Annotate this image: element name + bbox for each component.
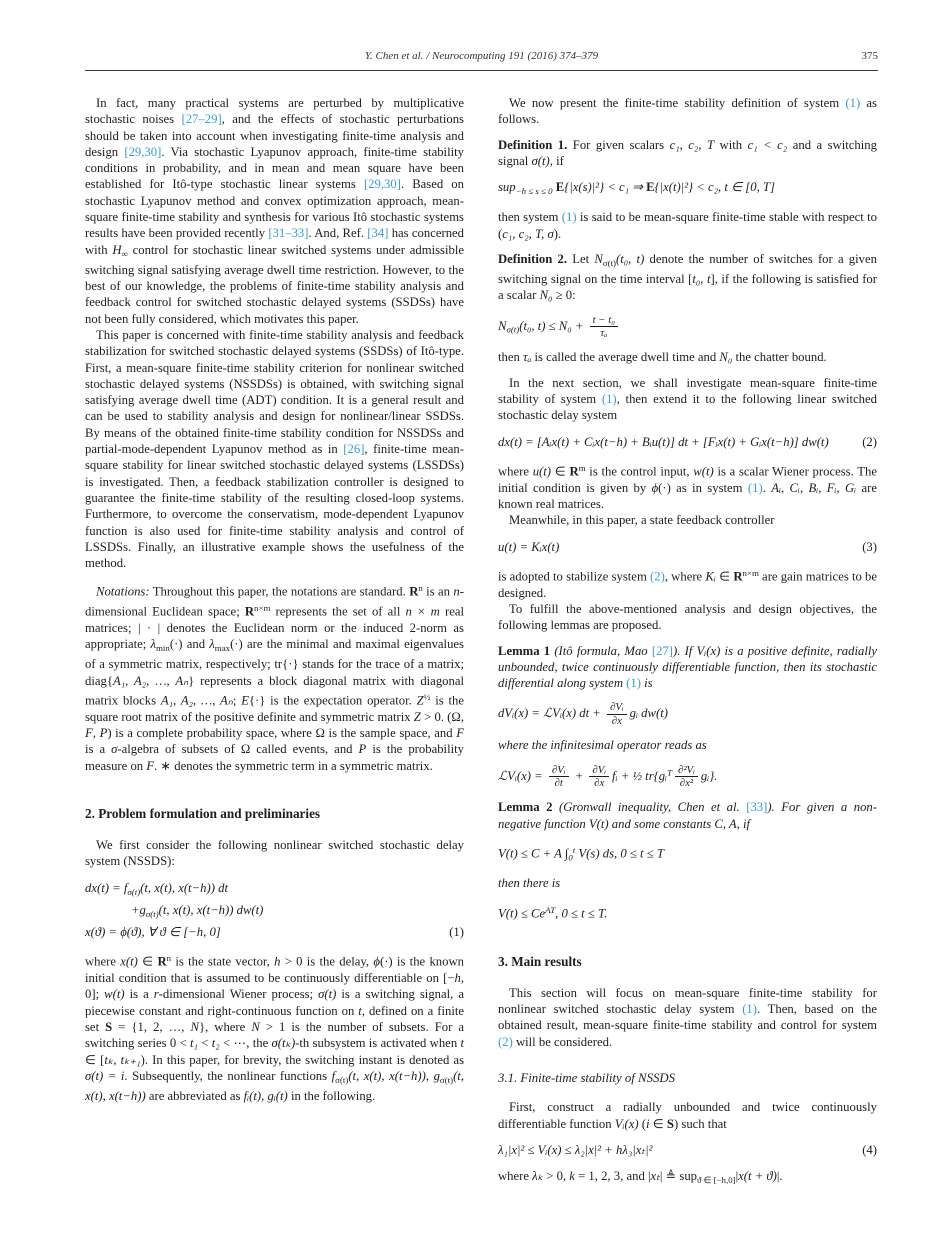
text-segment: is adopted to stabilize system — [498, 569, 651, 584]
text-segment: Lemma 1 — [498, 643, 551, 658]
text-segment: Vᵢ(x) — [614, 1116, 639, 1131]
text-segment: P — [358, 742, 367, 757]
text-segment: = {1, 2, …, — [112, 1019, 191, 1034]
text-segment: dx(t) = [Aᵢx(t) + Cᵢx(t−h) + Bᵢu(t)] dt + [Fᵢx(t) + Gᵢx(t−h)] dw(t) — [498, 434, 829, 449]
lemma-2 — [498, 799, 877, 832]
section-2-intro — [85, 837, 464, 870]
equation-number: (3) — [862, 539, 877, 554]
superscript: ½ — [423, 691, 431, 702]
text-segment: ). — [553, 226, 562, 241]
text-segment: are known real matrices. — [498, 480, 878, 511]
citation-link[interactable]: (1) — [845, 96, 861, 110]
text-segment: the chatter bound. — [732, 350, 827, 365]
text-segment: , then extend it to the following linear switched stochastic delay system — [498, 392, 877, 423]
fraction: $\frac{\text{∂Vᵢ}}{\partial t}$ — [549, 764, 569, 790]
text-segment: -algebra of subsets of Ω called events, and — [117, 742, 359, 757]
equation-body — [498, 314, 621, 340]
text-segment: will be considered. — [512, 1034, 613, 1049]
text-segment: and a switching signal — [498, 137, 877, 168]
subscript: σ(t) — [145, 908, 159, 919]
text-segment: u(t) = Kᵢx(t) — [498, 539, 560, 554]
text-segment: = 1, 2, 3, and | — [574, 1169, 651, 1184]
text-segment: f — [331, 1068, 336, 1083]
text-segment: , 0]; — [85, 971, 464, 1002]
text-segment: (t, x(t), x(t−h)) dw(t) — [158, 902, 264, 917]
citation-link[interactable]: [26] — [343, 442, 365, 457]
text-segment: , defined on a finite set — [85, 1003, 464, 1034]
fraction: $\frac{\text{∂Vᵢ}}{\partial x}$ — [589, 764, 609, 790]
linear-system-intro — [498, 375, 877, 424]
text-segment: gᵢ}. — [700, 768, 718, 783]
text-segment: ∈ — [649, 1116, 667, 1131]
definition-1 — [498, 137, 877, 170]
superscript: n — [166, 953, 172, 964]
text-segment: This section will focus on mean-square finite-time stability for nonlinear switched stochastic delay system — [498, 985, 877, 1017]
equation-4 — [498, 1142, 877, 1158]
intro-paragraph-2 — [85, 327, 464, 571]
text-segment: S — [105, 1019, 113, 1034]
lemma-1-operator — [498, 764, 877, 790]
text-segment: |. — [776, 1169, 783, 1184]
section-3-heading: 3. Main results — [498, 953, 582, 969]
definition-2-conclusion — [498, 349, 877, 365]
text-segment: Z — [416, 693, 424, 708]
subscript: σ(t) — [127, 886, 141, 897]
citation-link[interactable]: (2) — [498, 1034, 513, 1049]
equation-body — [498, 539, 559, 555]
text-segment: control for stochastic linear switched systems under admissible switching signal satisfying average dwell time restriction. However, to the best of our knowledge, the problems of finite-time stability analysis and feedback control for switched stochastic delayed systems (SSDSs) have not been fully considered, which motivates this paper. — [85, 242, 464, 326]
subscript: ∞ — [121, 248, 128, 259]
superscript: t — [572, 844, 576, 855]
text-segment: ], if the following is satisfied for a scalar — [498, 272, 877, 303]
text-segment: ∈ — [715, 569, 734, 584]
equation-body — [498, 902, 607, 922]
text-segment: gᵢ dw(t) — [629, 706, 668, 721]
text-segment: , — [425, 1068, 434, 1083]
text-segment: ϕ — [651, 480, 659, 495]
text-segment: For given scalars — [567, 137, 670, 152]
text-segment: (Itô formula, Mao — [550, 643, 652, 658]
text-segment: | ≜ sup — [659, 1169, 698, 1184]
equation-body — [498, 434, 829, 450]
text-segment: . Then, based on the obtained result, mean-square finite-time stability and control for system — [498, 1002, 878, 1033]
citation-link[interactable]: [33] — [746, 800, 768, 815]
equation-2-explanation — [498, 460, 877, 512]
text-segment: + — [571, 768, 587, 783]
text-segment: σ(t) — [531, 153, 550, 168]
article-body — [85, 95, 878, 1188]
citation-link[interactable]: [27] — [651, 643, 673, 658]
lemma-2-middle-text — [498, 875, 877, 891]
text-segment: (Gronwall inequality, Chen et al. — [552, 800, 747, 815]
notations-paragraph — [85, 580, 464, 773]
page-header — [85, 50, 878, 64]
text-segment: is the square root matrix of the positive definite and symmetric matrix — [85, 693, 464, 724]
text-segment: ; — [232, 693, 242, 708]
text-segment: E — [241, 693, 249, 708]
text-segment: < — [197, 1036, 212, 1051]
text-segment: Let — [567, 251, 595, 266]
citation-link[interactable]: (1) — [626, 676, 641, 691]
text-segment: Lemma 2 — [498, 800, 553, 815]
text-segment: λₖ — [532, 1169, 544, 1184]
equation-1-explanation — [85, 950, 464, 1104]
text-segment: We first consider the following nonlinear switched stochastic delay system (NSSDS): — [85, 838, 464, 869]
citation-link[interactable]: [31–33] — [268, 226, 309, 241]
text-segment: u(t) — [532, 464, 552, 479]
definition-1-conclusion — [498, 209, 877, 242]
text-segment: t₂ — [211, 1036, 220, 1051]
text-segment: N₀ — [719, 350, 733, 365]
text-segment: is a switching signal, a piecewise constant and right-continuous function on — [85, 987, 464, 1018]
citation-link[interactable]: [29,30] — [363, 177, 401, 192]
text-segment: as follows. — [498, 96, 877, 127]
equation-number: (1) — [449, 925, 464, 940]
subscript: σ(t) — [602, 257, 616, 268]
text-segment: n — [453, 584, 460, 599]
text-segment: N — [190, 1019, 199, 1034]
text-segment: > 0 is the delay, — [280, 954, 374, 969]
text-segment: R — [157, 954, 167, 969]
text-segment: , finite-time mean-square stability for linear switched stochastic delayed systems (LSSDSs) is investigated. Then, a feedback stabilization controller is designed to guarantee the finite-time stability of the resulting closed-loop systems. Furthermore, to overcome the conservatism, mode-dependent Lyapunov function is also used for finite-time stability analysis and control of LSSDSs. Finally, an illustrative example shows the usefulness of the method. — [85, 442, 464, 571]
text-segment: ℒVᵢ(x) = — [498, 768, 546, 783]
text-segment: V(t) ≤ Ce — [498, 906, 546, 921]
superscript: AT — [545, 904, 556, 915]
text-segment: -th subsystem is activated when — [295, 1036, 461, 1051]
text-segment: N₀ — [539, 288, 553, 303]
text-segment: N — [251, 1019, 260, 1034]
text-segment: is a — [85, 742, 112, 757]
fraction: $\frac{\text{∂²Vᵢ}}{\text{∂x²}}$ — [675, 764, 698, 790]
text-segment: > 0, — [543, 1169, 570, 1184]
text-segment: P — [99, 725, 108, 740]
subscript: σ(t) — [439, 1074, 454, 1085]
text-segment: is a scalar Wiener process. The initial condition is given by — [498, 464, 877, 495]
text-segment: σ(t) = i — [85, 1068, 125, 1083]
text-segment: then — [498, 350, 524, 365]
text-segment: (·) is the known initial condition that is assumed to be continuously differentiable on [− — [85, 954, 464, 986]
text-segment: (t, x(t), x(t−h)) — [85, 1068, 465, 1103]
lemma-1-middle-text — [498, 737, 877, 753]
text-segment: Meanwhile, in this paper, a state feedback controller — [509, 513, 775, 528]
text-segment: is said to be mean-square finite-time stable with respect to ( — [498, 210, 877, 241]
text-segment: t — [358, 1003, 362, 1018]
text-segment: E — [646, 180, 655, 195]
text-segment: g — [433, 1068, 440, 1083]
text-segment: In the next section, we shall investigate mean-square finite-time stability of system — [498, 375, 877, 407]
text-segment: ∈ [ — [85, 1052, 105, 1067]
text-segment: R — [244, 604, 255, 619]
text-segment: {|x(s)|²} < c₁ ⇒ — [564, 180, 647, 195]
text-segment: (t, x(t), x(t−h)) — [348, 1068, 426, 1083]
text-segment: k — [569, 1169, 575, 1184]
superscript: n — [418, 583, 423, 594]
text-segment: where the infinitesimal operator reads as — [498, 738, 707, 753]
equation-number: (4) — [862, 1142, 877, 1157]
text-segment: are gain matrices to be designed. — [498, 569, 878, 600]
subscript: min — [156, 643, 170, 654]
text-segment: dx(t) = f — [85, 880, 128, 895]
lemma-1-differential — [498, 701, 877, 727]
controller-intro — [498, 512, 877, 528]
text-segment: , 0 ≤ t ≤ T. — [555, 906, 608, 921]
subsection-3-1-intro — [498, 1099, 877, 1132]
text-segment: is an — [422, 584, 454, 599]
text-segment: . Subsequently, the nonlinear functions — [124, 1068, 332, 1083]
equation-2 — [498, 434, 877, 450]
fraction: $\frac{\text{t − t₀}}{\text{τₐ}}$ — [590, 314, 618, 340]
text-segment: ) such that — [673, 1116, 727, 1131]
text-segment: σ — [111, 742, 118, 757]
text-segment: x(ϑ) = ϕ(ϑ), ∀ ϑ ∈ [−h, 0] — [85, 925, 221, 940]
text-segment: tₖ, tₖ₊₁ — [104, 1052, 141, 1067]
text-segment: x(t + ϑ) — [738, 1169, 777, 1184]
text-segment: then there is — [498, 876, 561, 891]
text-segment: V(t) ≤ C + A ∫ — [498, 846, 569, 861]
text-segment: R — [569, 464, 579, 479]
right-column — [498, 95, 877, 1188]
left-column — [85, 95, 464, 1188]
text-segment: (·) and — [169, 637, 210, 652]
text-segment: ∈ — [137, 954, 158, 969]
section-2-heading: 2. Problem formulation and preliminaries — [85, 805, 321, 821]
text-segment: (·) are the minimal and maximal eigenvalues of a symmetric matrix, respectively; tr{·} stands for the trace of a matrix; diag{ — [85, 637, 464, 688]
superscript: n×m — [742, 567, 759, 578]
text-segment: h — [454, 971, 461, 986]
text-segment: . And, Ref. — [308, 226, 368, 241]
text-segment: First, construct a radially unbounded and twice continuously differentiable function — [498, 1100, 877, 1131]
equation-1 — [85, 880, 464, 941]
superscript: n×m — [254, 603, 271, 614]
text-segment: is called the average dwell time and — [531, 350, 720, 365]
citation-link[interactable]: [27–29] — [181, 112, 222, 127]
text-segment: {·} is the expectation operator. — [248, 693, 417, 708]
citation-link[interactable]: (1) — [747, 480, 763, 495]
text-segment: This paper is concerned with finite-time stability analysis and feedback stabilization for switched stochastic delayed systems (SSDSs) of Itô-type. First, a mean-square finite-time stability criterion for nonlinear switched stochastic delayed systems (NSSDSs) is obtained, with switching signal satisfying average dwell time (ADT) condition. It is a general result and can be used to stability analysis and design for nonlinear/linear SSDSs. By means of the obtained finite-time stability condition for NSSDSs and partial-mode-dependent Lyapunov method as in — [85, 328, 464, 457]
text-segment: λ — [150, 637, 157, 652]
citation-link[interactable]: [34] — [367, 226, 389, 241]
subscript: σ(t) — [335, 1074, 349, 1085]
text-segment: fᵢ(t), gᵢ(t) — [243, 1089, 288, 1103]
superscript: m — [578, 462, 586, 473]
text-segment: Throughout this paper, the notations are standard. — [149, 584, 410, 599]
lemma-2-condition — [498, 842, 877, 866]
equation-body — [498, 701, 668, 727]
equation-body — [85, 880, 228, 900]
text-segment: ). For given a non-negative function V(t) and some constants C, A, if — [498, 800, 877, 831]
text-segment: t₁ — [190, 1036, 198, 1051]
page-number: 375 — [861, 50, 878, 62]
text-segment: ). If Vᵢ(x) is a positive definite, radially unbounded, twice continuously differentiable function, then its stochastic differential along system — [498, 643, 878, 691]
text-segment: R — [733, 569, 743, 584]
citation-link[interactable]: (1) — [742, 1002, 757, 1017]
text-segment: t — [460, 1036, 465, 1051]
text-segment: (t₀, t) ≤ N₀ + — [519, 318, 587, 333]
definition-2-condition — [498, 314, 877, 340]
text-segment: , where — [664, 569, 706, 584]
text-segment: ϕ — [373, 954, 380, 969]
text-segment: A₁, A₂, …, Aₙ — [160, 693, 233, 708]
text-segment: Kᵢ — [705, 569, 716, 584]
lemma-1 — [498, 643, 877, 692]
text-segment: is the control input, — [585, 464, 694, 479]
text-segment: where — [498, 1169, 533, 1184]
text-segment: , — [92, 725, 100, 740]
text-segment: x(t) — [120, 954, 138, 969]
text-segment: i — [645, 1116, 650, 1131]
text-segment: (·) as in system — [658, 480, 748, 495]
text-segment: sup — [498, 180, 516, 195]
text-segment: N — [498, 318, 507, 333]
text-segment: V(s) ds, 0 ≤ t ≤ T — [575, 846, 664, 861]
subscript: 0 — [568, 852, 573, 863]
text-segment: } represents a block diagonal matrix with diagonal matrix blocks — [85, 673, 465, 708]
text-segment: | — [735, 1169, 739, 1184]
text-segment: -dimensional Wiener process; — [158, 987, 319, 1002]
text-segment: τₐ — [523, 350, 532, 365]
subscript: ϑ ∈ [−h,0] — [697, 1175, 736, 1186]
text-segment: with — [714, 137, 748, 152]
text-segment: +g — [131, 902, 146, 917]
definitions-intro — [498, 95, 877, 128]
text-segment: Notations: — [96, 584, 150, 599]
equation-body — [131, 902, 263, 922]
subscript: max — [214, 643, 231, 654]
superscript: T — [667, 766, 672, 777]
text-segment: λ — [209, 637, 215, 652]
text-segment: where — [498, 464, 533, 479]
text-segment: ). In this paper, for brevity, the switching instant is denoted as — [140, 1052, 465, 1067]
text-segment: F — [456, 725, 464, 740]
subsection-3-1-heading: 3.1. Finite-time stability of NSSDS — [498, 1071, 676, 1085]
text-segment: denote the number of switches for a given switching signal on the time interval [ — [498, 251, 877, 287]
lemma-2-conclusion — [498, 902, 877, 922]
text-segment: }, where — [199, 1019, 252, 1034]
text-segment: σ(t) — [318, 987, 337, 1002]
text-segment: We now present the finite-time stability definition of system — [509, 96, 846, 110]
text-segment: < ⋯, the — [219, 1036, 272, 1051]
text-segment: r — [153, 987, 159, 1002]
text-segment: , if — [549, 153, 564, 168]
equation-number: (2) — [862, 434, 877, 449]
equation-body — [85, 924, 221, 940]
text-segment: (t₀, t) — [616, 251, 645, 266]
equation-4-explanation — [498, 1168, 877, 1188]
text-segment: t₀, t — [692, 272, 711, 287]
text-segment: E — [555, 180, 565, 195]
text-segment: is — [640, 676, 653, 691]
text-segment: σ(tₖ) — [271, 1036, 296, 1051]
equation-body — [498, 842, 664, 866]
text-segment: is a — [124, 987, 154, 1002]
text-segment: H — [112, 242, 122, 257]
text-segment: λ₁|x|² ≤ Vᵢ(x) ≤ λ₂|x|² + hλ₃|xₜ|² — [498, 1142, 653, 1157]
text-segment: . Via stochastic Lyapunov approach, finite-time stability conditions in probability, and in mean and mean square have been established for Itô-type stochastic linear systems — [85, 144, 464, 192]
definition-1-condition — [498, 179, 877, 199]
text-segment: dVᵢ(x) = ℒVᵢ(x) dt + — [498, 706, 605, 721]
text-segment: To fulfill the above-mentioned analysis and design objectives, the following lemmas are proposed. — [498, 601, 877, 633]
equation-body — [498, 1142, 652, 1158]
text-segment: F — [146, 758, 155, 773]
citation-link[interactable]: (2) — [650, 569, 665, 584]
citation-link[interactable]: (1) — [601, 392, 617, 407]
section-3-intro — [498, 985, 877, 1050]
equation-3 — [498, 539, 877, 555]
text-segment: ∈ — [551, 464, 570, 479]
text-segment: {|x(t)|²} < c₂, t ∈ [0, T] — [654, 180, 775, 195]
text-segment: , and the effects of stochastic perturbations should be taken into account when investigating finite-time analysis and design — [85, 112, 464, 159]
text-segment: . — [762, 480, 772, 495]
running-title: Y. Chen et al. / Neurocomputing 191 (2016) 374–379 — [364, 50, 599, 62]
text-segment: ) is a complete probability space, where Ω is the sample space, and — [107, 725, 457, 740]
equation-body — [498, 764, 717, 790]
equation-body — [498, 179, 775, 199]
text-segment: c₁, c₂, T, σ — [502, 226, 554, 241]
definition-2 — [498, 251, 877, 304]
text-segment: represents the set of all — [270, 604, 406, 619]
text-segment: is the state vector, — [171, 954, 275, 969]
text-segment: Aᵢ, Cᵢ, Bᵢ, Fᵢ, Gᵢ — [771, 480, 857, 495]
header-rule — [85, 70, 878, 71]
text-segment: n × m — [405, 604, 440, 619]
lemmas-intro — [498, 601, 877, 634]
text-segment: ( — [638, 1116, 646, 1131]
text-segment: has concerned with — [85, 226, 465, 257]
text-segment: A₁, A₂, …, Aₙ — [112, 673, 189, 688]
text-segment: -dimensional Euclidean space; — [85, 584, 464, 619]
text-segment: c₁, c₂, T — [669, 137, 715, 152]
citation-link[interactable]: [29,30] — [124, 144, 162, 159]
text-segment: h — [274, 954, 281, 969]
text-segment: (t, x(t), x(t−h)) dt — [140, 880, 228, 895]
text-segment: F — [85, 725, 93, 740]
text-segment: Z — [413, 709, 421, 724]
citation-link[interactable]: (1) — [561, 210, 577, 225]
text-segment: S — [666, 1116, 674, 1131]
text-segment: Definition 2. — [498, 251, 568, 266]
text-segment: c₁ < c₂ — [747, 137, 788, 152]
text-segment: N — [594, 251, 603, 266]
subscript: σ(t) — [506, 324, 520, 335]
text-segment: is the probability measure on — [85, 742, 464, 773]
text-segment: > 0. (Ω, — [420, 709, 464, 724]
text-segment: Definition 1. — [498, 137, 568, 152]
text-segment: In fact, many practical systems are perturbed by multiplicative stochastic noises — [85, 96, 464, 127]
subscript: −h ≤ s ≤ 0 — [515, 186, 553, 197]
equation-3-explanation — [498, 565, 877, 601]
text-segment: where — [85, 954, 121, 969]
text-segment: then system — [498, 210, 562, 225]
fraction: $\frac{\text{∂Vᵢ}}{\partial x}$ — [607, 701, 627, 727]
text-segment: are abbreviated as — [145, 1089, 244, 1103]
text-segment: . ∗ denotes the symmetric term in a symmetric matrix. — [154, 758, 433, 773]
text-segment: R — [409, 584, 419, 599]
intro-paragraph-1 — [85, 95, 464, 327]
text-segment: > 1 is the number of subsets. For a switching series 0 < — [85, 1019, 464, 1051]
text-segment: w(t) — [693, 464, 714, 479]
text-segment: w(t) — [104, 987, 125, 1002]
text-segment: real matrices; | · | denotes the Euclidean norm or the induced 2-norm as appropriate; — [85, 604, 464, 652]
text-segment: in the following. — [287, 1089, 376, 1103]
text-segment: . Based on stochastic Lyapunov method and convex optimization approach, mean-square finite-time stability and synthesis for various Itô stochastic systems results have been provided recently — [85, 177, 464, 241]
text-segment: ≥ 0: — [552, 288, 576, 303]
text-segment: fᵢ + ½ tr{gᵢ — [612, 768, 668, 783]
text-segment: xₜ — [650, 1169, 660, 1184]
